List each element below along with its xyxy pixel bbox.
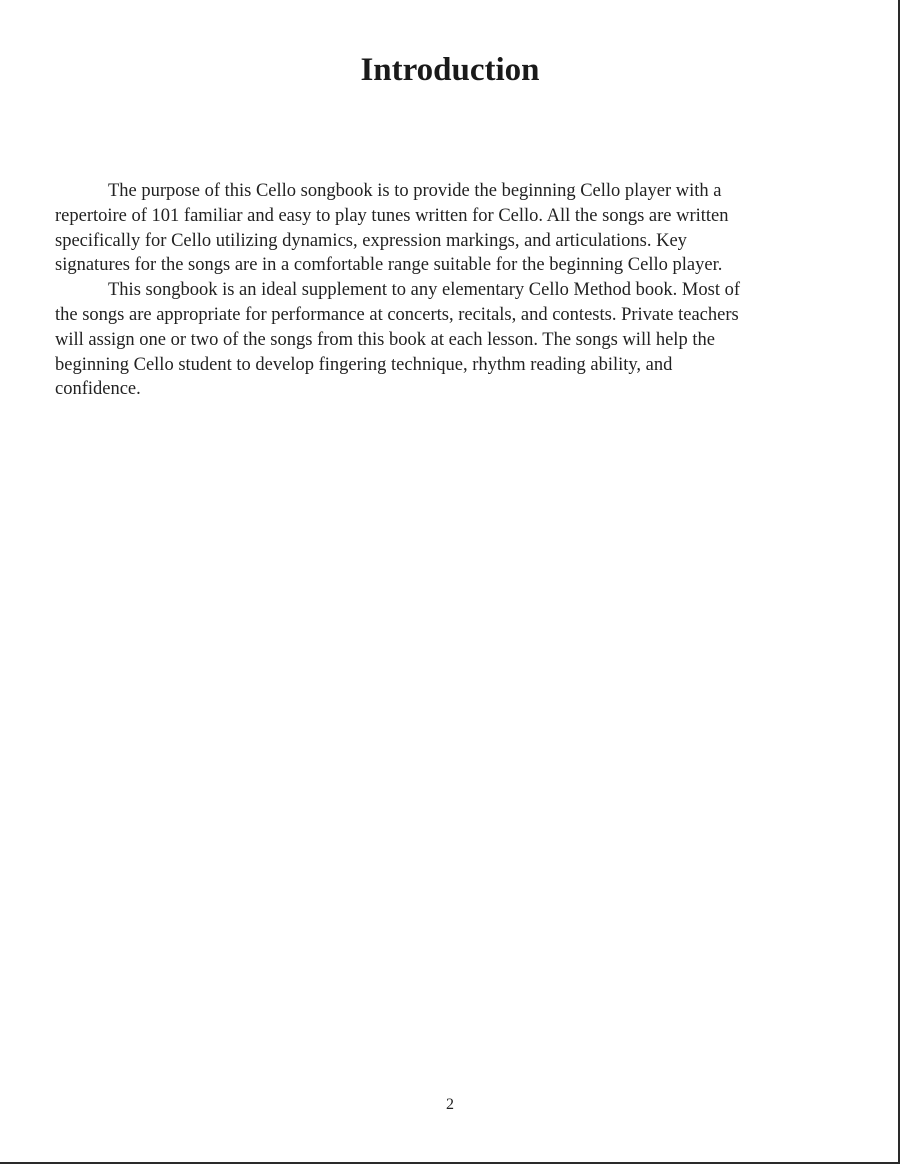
page-number: 2	[446, 1096, 454, 1113]
paragraph-2-line-5: confidence.	[55, 379, 141, 400]
paragraph-1-line-4: signatures for the songs are in a comfortable range suitable for the beginning Cello player.	[55, 255, 723, 276]
introduction-body	[55, 179, 835, 402]
paragraph-1-line-1: The purpose of this Cello songbook is to provide the beginning Cello player with a	[108, 181, 722, 201]
paragraph-2-line-1: This songbook is an ideal supplement to any elementary Cello Method book. Most of	[108, 280, 740, 301]
paragraph-2-line-2: the songs are appropriate for performance at concerts, recitals, and contests. Private teachers	[55, 304, 739, 325]
paragraph-2-line-3: will assign one or two of the songs from this book at each lesson. The songs will help the	[55, 329, 715, 350]
paragraph-2-line-4: beginning Cello student to develop fingering technique, rhythm reading ability, and	[55, 354, 673, 375]
paragraph-1-line-3: specifically for Cello utilizing dynamics, expression markings, and articulations. Key	[55, 230, 687, 251]
paragraph-1-line-2: repertoire of 101 familiar and easy to play tunes written for Cello. All the songs are written	[55, 205, 729, 226]
page-title: Introduction	[360, 52, 540, 88]
